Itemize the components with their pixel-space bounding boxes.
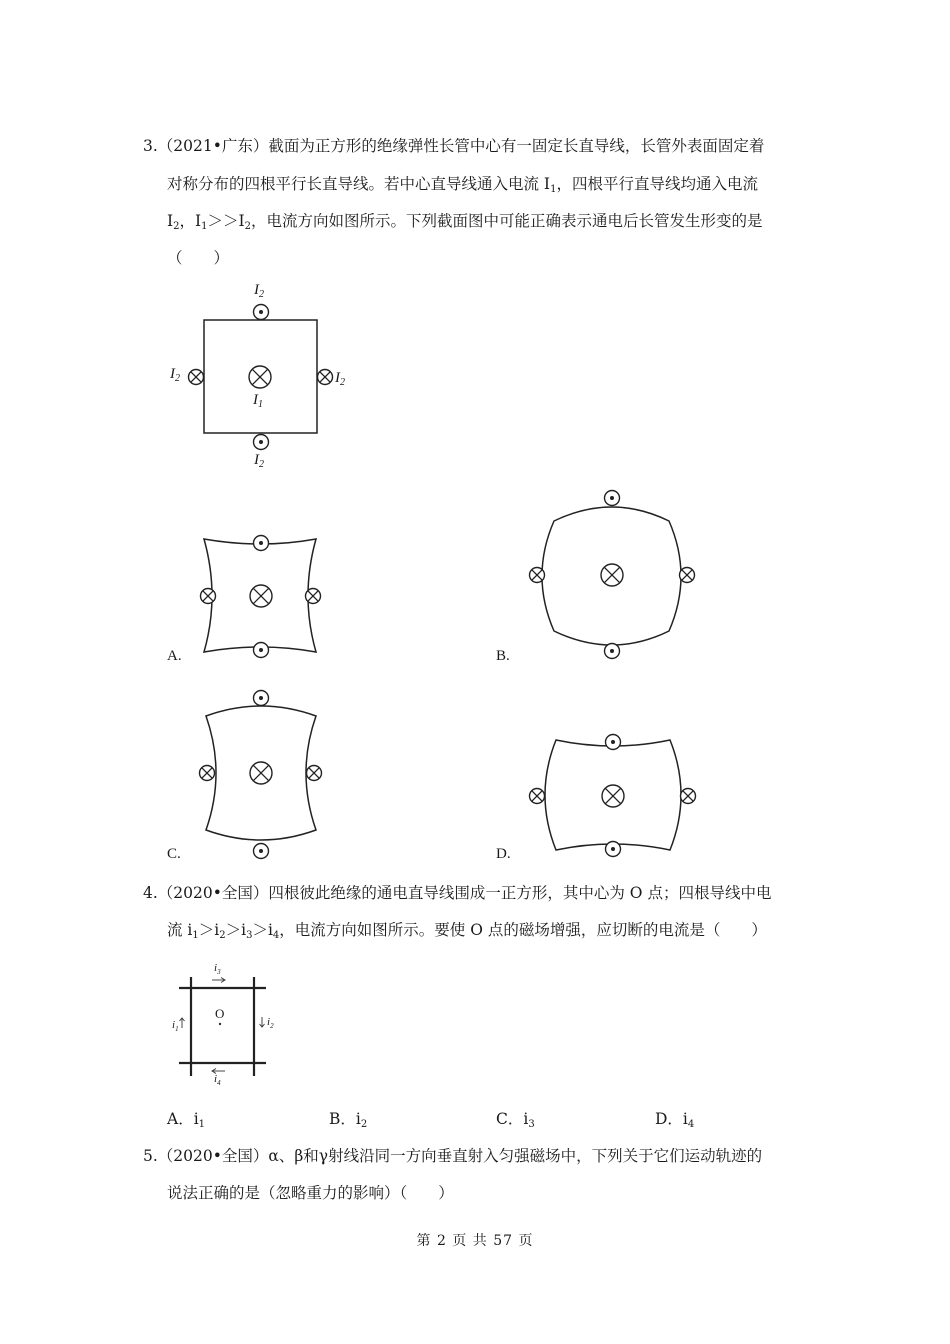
q5-line-2: 说法正确的是（忽略重力的影响）（ ）: [167, 1184, 454, 1202]
q4-label-i4: $i_4$: [214, 1073, 221, 1087]
q4-option-B[interactable]: B．$i_2$: [329, 1110, 368, 1130]
label-center-I1: $I_1$: [253, 392, 263, 410]
q4-option-C[interactable]: C．$i_3$: [496, 1110, 535, 1130]
option-C-label[interactable]: C.: [167, 846, 181, 862]
option-A-label[interactable]: A.: [167, 648, 182, 664]
label-left-I2: $I_2$: [170, 366, 180, 384]
q3-answer-blank: （ ）: [167, 249, 230, 267]
q3-line-3: $I_2$，$I_1>>I_2$，电流方向如图所示。下列截面图中可能正确表示通电后长管发生形变的是: [167, 212, 763, 232]
q4-label-i3: $i_3$: [214, 962, 221, 976]
q4-label-O: O: [215, 1006, 225, 1021]
q4-option-D[interactable]: D．$i_4$: [655, 1110, 695, 1130]
q4-label-i2: $i_2$: [267, 1016, 274, 1030]
q3-line-1: 3.（2021•广东）截面为正方形的绝缘弹性长管中心有一固定长直导线，长管外表面固定着: [143, 137, 765, 155]
q5-line-1: 5.（2020•全国）α、β和γ射线沿同一方向垂直射入匀强磁场中，下列关于它们运动轨迹的: [143, 1147, 763, 1165]
option-D-label[interactable]: D.: [496, 846, 511, 862]
q4-line-2: 流 $i_1>i_2>i_3>i_4$，电流方向如图所示。要使 O 点的磁场增强，应切断的电流是（ ）: [167, 921, 767, 941]
label-bottom-I2: $I_2$: [254, 452, 264, 470]
label-right-I2: $I_2$: [335, 370, 345, 388]
page-footer: 第 2 页 共 57 页: [416, 1233, 534, 1249]
option-B-label[interactable]: B.: [496, 648, 510, 664]
q4-label-i1: $i_1$: [172, 1019, 179, 1033]
q3-line-2: 对称分布的四根平行长直导线。若中心直导线通入电流 $I_1$，四根平行直导线均通入电流: [167, 175, 758, 195]
q4-option-A[interactable]: A．$i_1$: [167, 1110, 206, 1130]
label-top-I2: $I_2$: [254, 282, 264, 300]
q4-line-1: 4.（2020•全国）四根彼此绝缘的通电直导线围成一正方形，其中心为 O 点；四根导线中电: [143, 884, 772, 902]
